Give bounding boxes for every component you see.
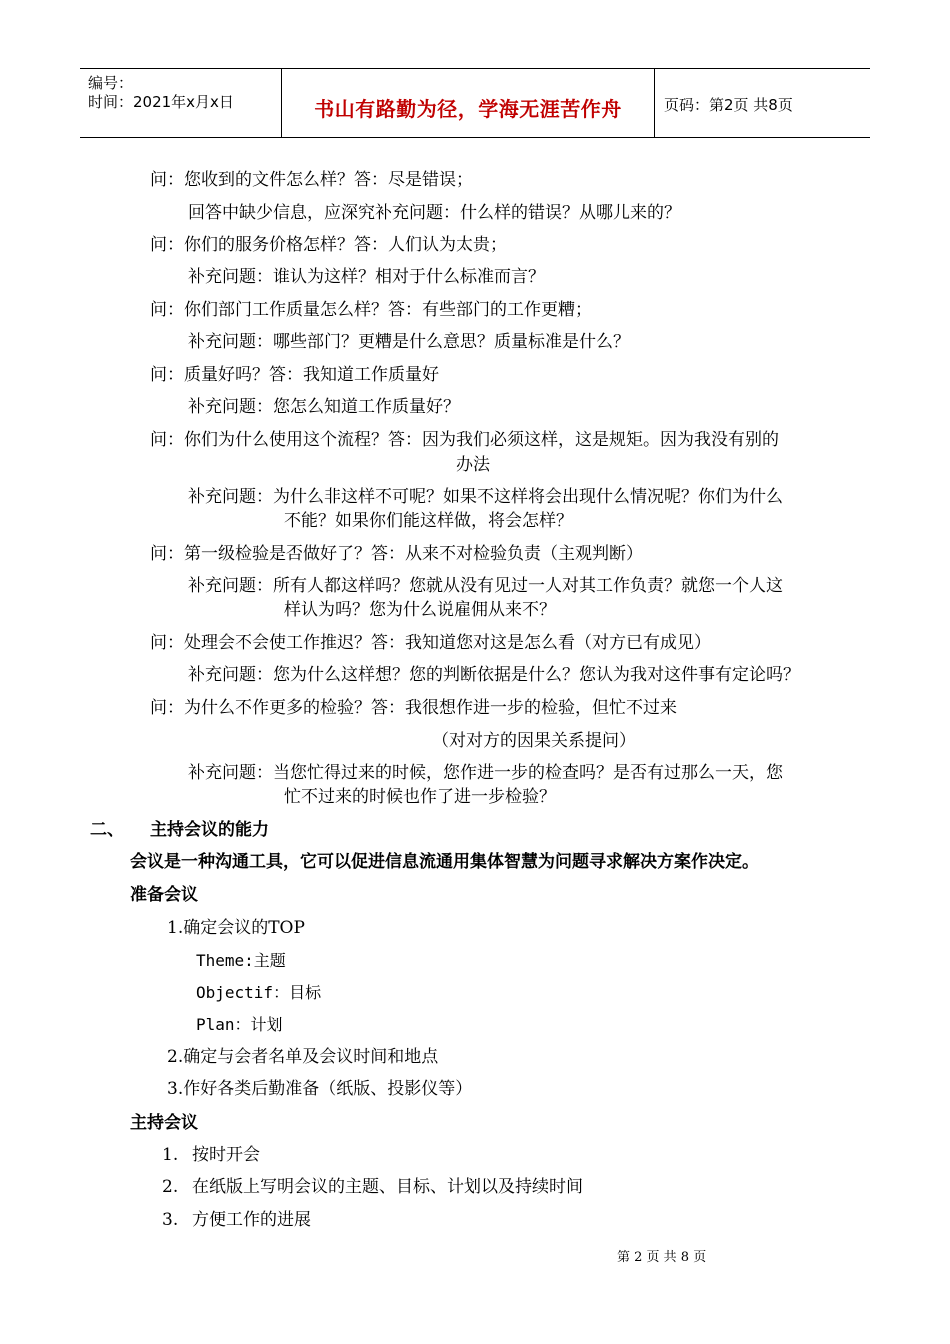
qa-followup: 补充问题：谁认为这样？相对于什么标准而言？: [188, 267, 545, 287]
document-number-label: 编号：: [88, 74, 134, 92]
qa-question: 问：您收到的文件怎么样？答：尽是错误；: [150, 170, 473, 190]
document-date: 时间：2021年x月x日: [88, 93, 234, 111]
header-meta-cell: [80, 69, 282, 137]
qa-followup: 补充问题：您怎么知道工作质量好？: [188, 397, 460, 417]
host-heading: 主持会议: [130, 1113, 198, 1133]
qa-question: 问：你们部门工作质量怎么样？答：有些部门的工作更糟；: [150, 300, 592, 320]
qa-question-continued: （对对方的因果关系提问）: [432, 731, 636, 751]
document-header: [80, 68, 870, 138]
header-page-info: 页码：第2页 共8页: [664, 96, 793, 114]
qa-question-continued: 办法: [456, 455, 490, 475]
prep-item: 1.确定会议的TOP: [167, 918, 305, 938]
qa-followup-continued: 忙不过来的时候也作了进一步检验？: [284, 787, 556, 807]
prep-subitem: Theme:主题: [196, 951, 286, 970]
prep-subitem: Objectif：目标: [196, 983, 322, 1002]
qa-followup: 补充问题：所有人都这样吗？您就从没有见过一人对其工作负责？就您一个人这: [188, 576, 783, 596]
prep-item: 3.作好各类后勤准备（纸版、投影仪等）: [167, 1079, 473, 1099]
qa-followup: 补充问题：哪些部门？更糟是什么意思？质量标准是什么？: [188, 332, 630, 352]
header-page-cell: [655, 69, 870, 137]
qa-followup: 回答中缺少信息，应深究补充问题：什么样的错误？从哪儿来的？: [188, 203, 681, 223]
host-item-number: 2.: [162, 1177, 179, 1197]
qa-followup: 补充问题：您为什么这样想？您的判断依据是什么？您认为我对这件事有定论吗？: [188, 665, 800, 685]
host-item-text: 按时开会: [192, 1145, 260, 1165]
qa-followup: 补充问题：为什么非这样不可呢？如果不这样将会出现什么情况呢？你们为什么: [188, 487, 783, 507]
prep-subitem: Plan：计划: [196, 1015, 283, 1034]
qa-question: 问：你们的服务价格怎样？答：人们认为太贵；: [150, 235, 507, 255]
qa-followup-continued: 样认为吗？您为什么说雇佣从来不？: [284, 600, 556, 620]
host-item-number: 1.: [162, 1145, 179, 1165]
page-footer: 第 2 页 共 8 页: [617, 1250, 707, 1265]
host-item-text: 方便工作的进展: [192, 1210, 311, 1230]
prep-item: 2.确定与会者名单及会议时间和地点: [167, 1047, 439, 1067]
section-title: 主持会议的能力: [150, 820, 269, 840]
qa-question: 问：为什么不作更多的检验？答：我很想作进一步的检验，但忙不过来: [150, 698, 677, 718]
qa-followup-continued: 不能？如果你们能这样做，将会怎样？: [284, 511, 573, 531]
host-item-number: 3.: [162, 1210, 179, 1230]
host-item-text: 在纸版上写明会议的主题、目标、计划以及持续时间: [192, 1177, 583, 1197]
section-intro: 会议是一种沟通工具，它可以促进信息流通用集体智慧为问题寻求解决方案作决定。: [130, 852, 759, 872]
qa-question: 问：第一级检验是否做好了？答：从来不对检验负责（主观判断）: [150, 544, 643, 564]
qa-question: 问：处理会不会使工作推迟？答：我知道您对这是怎么看（对方已有成见）: [150, 633, 711, 653]
qa-followup: 补充问题：当您忙得过来的时候，您作进一步的检查吗？是否有过那么一天，您: [188, 763, 783, 783]
qa-question: 问：质量好吗？答：我知道工作质量好: [150, 365, 439, 385]
header-motto: 书山有路勤为径，学海无涯苦作舟: [314, 97, 622, 121]
qa-question: 问：你们为什么使用这个流程？答：因为我们必须这样，这是规矩。因为我没有别的: [150, 430, 779, 450]
header-motto-cell: [282, 69, 655, 137]
prep-heading: 准备会议: [130, 885, 198, 905]
section-number: 二、: [90, 820, 124, 840]
